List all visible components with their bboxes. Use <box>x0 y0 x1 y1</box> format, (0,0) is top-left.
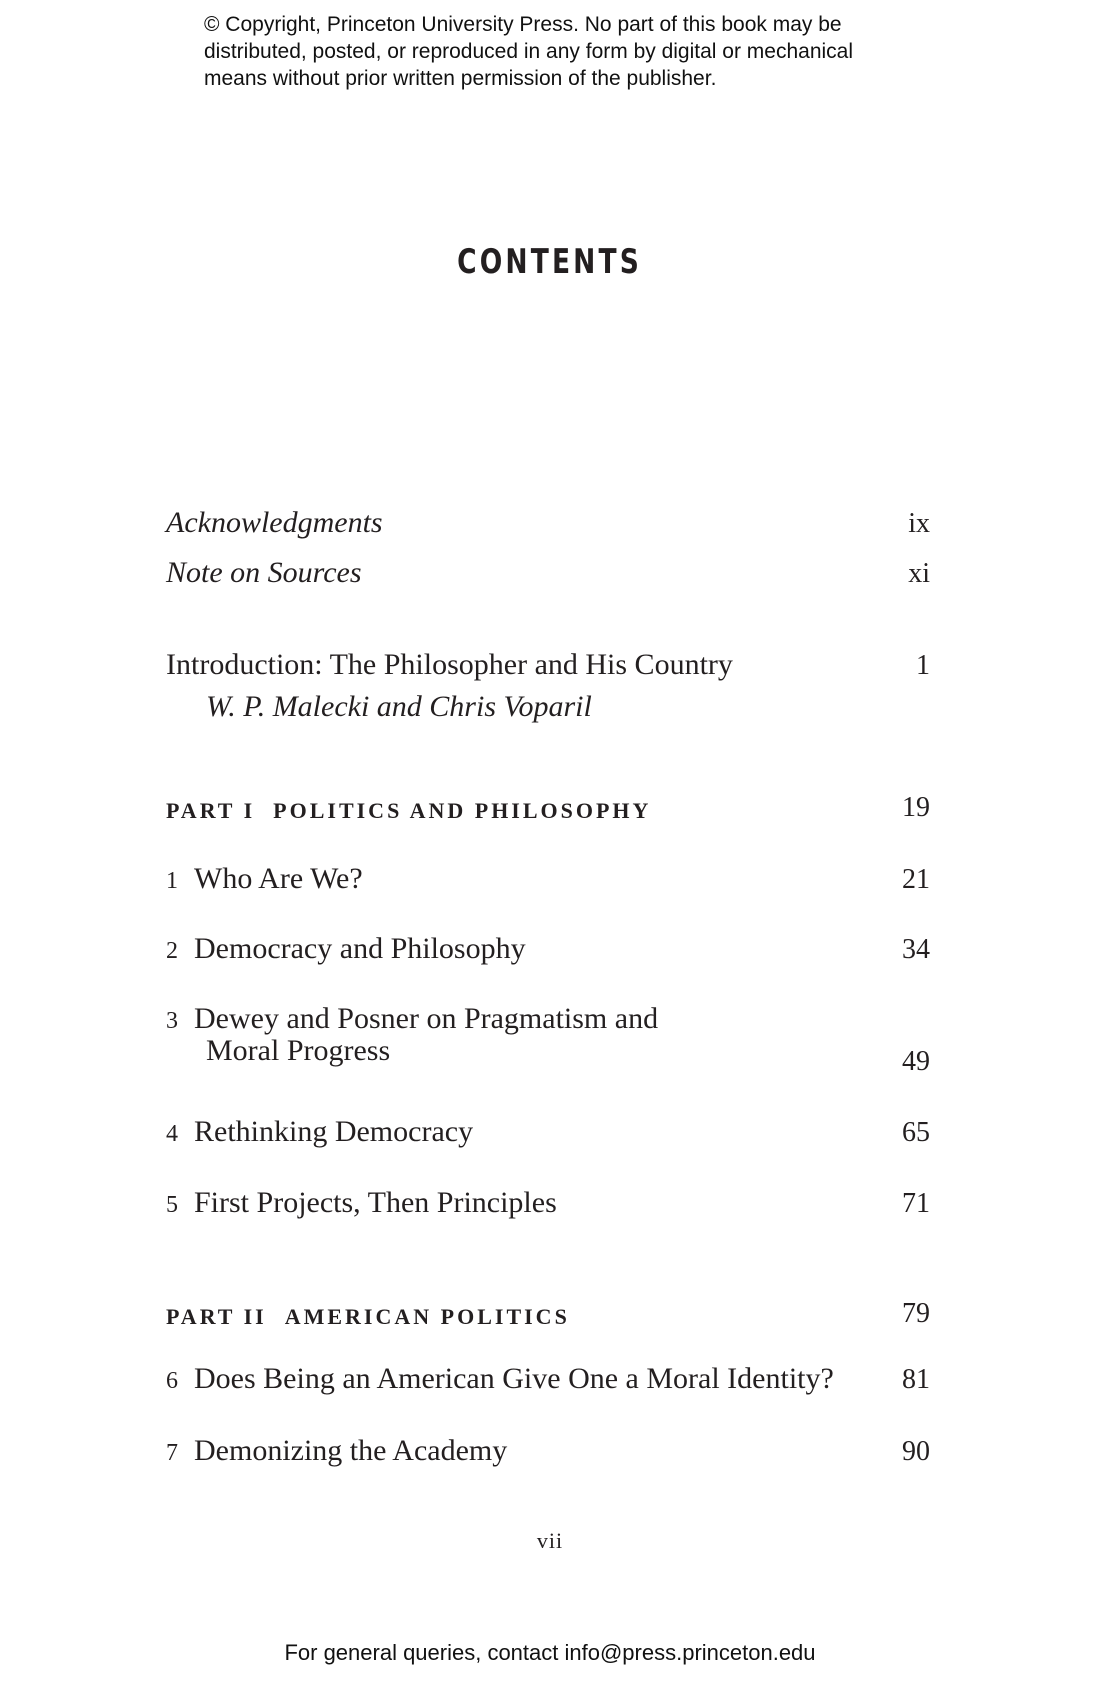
toc-entry-acknowledgments[interactable] <box>166 496 930 540</box>
toc-entry-text <box>166 1002 658 1036</box>
toc-page-number: 90 <box>902 1436 930 1467</box>
toc-entry-label: Who Are We? <box>194 862 363 895</box>
toc-page-number: ix <box>908 508 930 539</box>
toc-entry-label: Introduction: The Philosopher and His Country <box>166 648 733 681</box>
toc-part-1[interactable] <box>166 780 930 824</box>
toc-page-number: 65 <box>902 1117 930 1148</box>
toc-page-number: 79 <box>902 1298 930 1329</box>
toc-entry-note-on-sources[interactable] <box>166 546 930 590</box>
toc-page-number: 49 <box>902 1046 930 1077</box>
toc-entry-label: First Projects, Then Principles <box>194 1186 557 1219</box>
toc-entry-label: Note on Sources <box>166 556 362 589</box>
toc-part-2[interactable] <box>166 1286 930 1330</box>
toc-entry-text <box>166 1362 834 1396</box>
part-label: PART II <box>166 1304 267 1329</box>
page-title: CONTENTS <box>457 242 642 282</box>
copyright-line-3: means without prior written permission of the publisher. <box>204 67 717 90</box>
toc-page-number: 1 <box>916 650 930 681</box>
toc-entry-label-continued: Moral Progress <box>206 1034 391 1067</box>
toc-chapter-6[interactable] <box>166 1352 930 1396</box>
toc-chapter-3[interactable] <box>166 992 930 1077</box>
toc-entry-label: Dewey and Posner on Pragmatism and <box>194 1002 659 1035</box>
copyright-line-1: © Copyright, Princeton University Press. No part of this book may be <box>204 13 842 36</box>
toc-entry-introduction[interactable] <box>166 638 930 723</box>
toc-chapter-7[interactable] <box>166 1424 930 1468</box>
toc-entry-text <box>166 1186 557 1220</box>
part-title: AMERICAN POLITICS <box>284 1304 570 1329</box>
chapter-number: 2 <box>166 938 178 964</box>
toc-page-number: 19 <box>902 792 930 823</box>
toc-entry-text <box>166 1115 473 1149</box>
toc-page-number: xi <box>908 558 930 589</box>
toc-part-heading <box>166 1304 570 1330</box>
chapter-number: 7 <box>166 1440 178 1466</box>
part-title: POLITICS AND PHILOSOPHY <box>273 798 652 823</box>
toc-page-number: 21 <box>902 864 930 895</box>
copyright-notice <box>204 11 924 92</box>
page-folio: vii <box>536 1528 564 1553</box>
toc-entry-text <box>166 862 363 896</box>
chapter-number: 6 <box>166 1368 178 1394</box>
chapter-number: 1 <box>166 868 178 894</box>
toc-page-number: 34 <box>902 934 930 965</box>
copyright-line-2: distributed, posted, or reproduced in any form by digital or mechanical <box>204 40 854 63</box>
toc-chapter-2[interactable] <box>166 922 930 966</box>
part-label: PART I <box>166 798 256 823</box>
chapter-number: 4 <box>166 1121 178 1147</box>
toc-entry-label: Democracy and Philosophy <box>194 932 526 965</box>
toc-entry-label: Demonizing the Academy <box>194 1434 508 1467</box>
toc-entry-label: Acknowledgments <box>166 506 383 539</box>
toc-chapter-4[interactable] <box>166 1105 930 1149</box>
toc-entry-text <box>166 1434 507 1468</box>
toc-chapter-1[interactable] <box>166 852 930 896</box>
toc-part-heading <box>166 798 651 824</box>
chapter-number: 5 <box>166 1192 178 1218</box>
toc-entry-authors: W. P. Malecki and Chris Voparil <box>206 690 592 723</box>
toc-page-number: 71 <box>902 1188 930 1219</box>
toc-entry-label: Rethinking Democracy <box>194 1115 474 1148</box>
toc-entry-text <box>166 932 526 966</box>
toc-entry-label: Does Being an American Give One a Moral Identity? <box>194 1362 834 1395</box>
chapter-number: 3 <box>166 1008 178 1034</box>
contact-footer: For general queries, contact info@press.princeton.edu <box>284 1640 816 1665</box>
toc-chapter-5[interactable] <box>166 1176 930 1220</box>
toc-page-number: 81 <box>902 1364 930 1395</box>
